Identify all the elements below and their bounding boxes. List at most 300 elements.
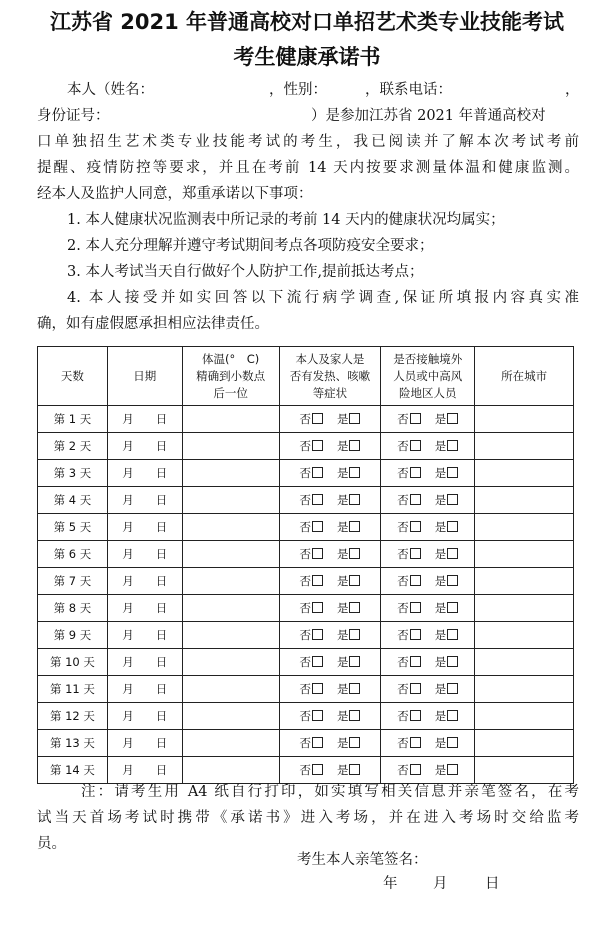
- fever-cell: [279, 622, 381, 649]
- checkbox[interactable]: [447, 737, 458, 748]
- contact-option-no[interactable]: [397, 466, 421, 480]
- temperature-cell[interactable]: [182, 406, 279, 433]
- day-label: 日: [155, 466, 168, 480]
- fever-option-no[interactable]: [299, 547, 323, 561]
- commitment-item-2: 2. 本人充分理解并遵守考试期间考点各项防疫安全要求；: [67, 238, 434, 254]
- contact-option-yes[interactable]: [435, 628, 459, 642]
- checkbox[interactable]: [312, 413, 323, 424]
- city-cell[interactable]: [475, 622, 574, 649]
- fever-option-yes[interactable]: [337, 466, 361, 480]
- date-cell[interactable]: [107, 568, 182, 595]
- contact-option-no[interactable]: [397, 655, 421, 669]
- day-cell: 第 3 天: [38, 460, 108, 487]
- day-label: 日: [155, 412, 168, 426]
- contact-cell: [381, 568, 475, 595]
- fever-option-no[interactable]: [299, 709, 323, 723]
- checkbox[interactable]: [410, 764, 421, 775]
- checkbox[interactable]: [312, 737, 323, 748]
- month-label: 月: [122, 655, 134, 669]
- city-cell[interactable]: [475, 433, 574, 460]
- fever-option-no[interactable]: [299, 628, 323, 642]
- table-row: [38, 541, 574, 568]
- month-label: 月: [122, 520, 134, 534]
- fever-option-yes[interactable]: [337, 412, 361, 426]
- option-no-label: 否: [299, 709, 311, 723]
- option-yes-label: 是: [434, 763, 447, 777]
- checkbox[interactable]: [447, 440, 458, 451]
- city-cell[interactable]: [475, 649, 574, 676]
- option-no-label: 否: [299, 547, 311, 561]
- checkbox[interactable]: [349, 710, 360, 721]
- table-row: [38, 568, 574, 595]
- checkbox[interactable]: [312, 629, 323, 640]
- city-cell[interactable]: [475, 568, 574, 595]
- table-row: [38, 622, 574, 649]
- table-row: [38, 514, 574, 541]
- option-yes-label: 是: [336, 709, 349, 723]
- fever-option-yes[interactable]: [337, 709, 361, 723]
- footnote-line3: 员。: [37, 836, 66, 852]
- day-cell: 第 8 天: [38, 595, 108, 622]
- day-cell: 第 4 天: [38, 487, 108, 514]
- header-contact: [381, 347, 475, 406]
- month-label: 月: [122, 439, 134, 453]
- fever-option-yes[interactable]: [337, 547, 361, 561]
- header-contact-l1: 是否接触境外: [393, 351, 463, 366]
- month-label: 月: [122, 412, 134, 426]
- document-title-line2: 考生健康承诺书: [233, 45, 381, 69]
- checkbox[interactable]: [410, 548, 421, 559]
- date-cell[interactable]: [107, 703, 182, 730]
- temperature-cell[interactable]: [182, 622, 279, 649]
- contact-option-yes[interactable]: [435, 574, 459, 588]
- checkbox[interactable]: [447, 710, 458, 721]
- temperature-cell[interactable]: [182, 433, 279, 460]
- fever-option-no[interactable]: [299, 412, 323, 426]
- checkbox[interactable]: [349, 656, 360, 667]
- contact-cell: [381, 730, 475, 757]
- temperature-cell[interactable]: [182, 541, 279, 568]
- table-header-row: [38, 347, 574, 406]
- option-no-label: 否: [299, 655, 311, 669]
- option-yes-label: 是: [434, 439, 447, 453]
- day-cell: 第 12 天: [38, 703, 108, 730]
- month-label: 月: [122, 763, 134, 777]
- checkbox[interactable]: [349, 737, 360, 748]
- date-cell[interactable]: [107, 487, 182, 514]
- date-cell[interactable]: [107, 514, 182, 541]
- day-label: 日: [155, 655, 168, 669]
- checkbox[interactable]: [349, 521, 360, 532]
- contact-option-yes[interactable]: [435, 493, 459, 507]
- date-cell[interactable]: [107, 730, 182, 757]
- checkbox[interactable]: [447, 656, 458, 667]
- fever-cell: [279, 703, 381, 730]
- checkbox[interactable]: [447, 575, 458, 586]
- fever-option-no[interactable]: [299, 601, 323, 615]
- day-label: 日: [155, 439, 168, 453]
- signature-day: 日: [485, 876, 500, 892]
- fever-option-yes[interactable]: [337, 682, 361, 696]
- contact-option-no[interactable]: [397, 763, 421, 777]
- option-no-label: 否: [397, 709, 409, 723]
- fever-cell: [279, 541, 381, 568]
- checkbox[interactable]: [410, 494, 421, 505]
- checkbox[interactable]: [447, 467, 458, 478]
- contact-option-yes[interactable]: [435, 763, 459, 777]
- checkbox[interactable]: [410, 575, 421, 586]
- date-cell[interactable]: [107, 676, 182, 703]
- fever-option-yes[interactable]: [337, 574, 361, 588]
- checkbox[interactable]: [312, 521, 323, 532]
- contact-cell: [381, 649, 475, 676]
- fever-option-no[interactable]: [299, 493, 323, 507]
- day-cell: 第 2 天: [38, 433, 108, 460]
- option-no-label: 否: [299, 439, 311, 453]
- table-row: [38, 676, 574, 703]
- commitment-item-1: 1. 本人健康状况监测表中所记录的考前 14 天内的健康状况均属实；: [67, 212, 505, 228]
- option-no-label: 否: [299, 763, 311, 777]
- month-label: 月: [122, 466, 134, 480]
- temperature-cell[interactable]: [182, 514, 279, 541]
- option-no-label: 否: [299, 682, 311, 696]
- fever-option-no[interactable]: [299, 655, 323, 669]
- day-label: 日: [155, 736, 168, 750]
- option-no-label: 否: [397, 574, 409, 588]
- option-yes-label: 是: [434, 736, 447, 750]
- fever-cell: [279, 433, 381, 460]
- option-yes-label: 是: [434, 466, 447, 480]
- checkbox[interactable]: [349, 602, 360, 613]
- checkbox[interactable]: [410, 683, 421, 694]
- checkbox[interactable]: [410, 440, 421, 451]
- day-cell: 第 5 天: [38, 514, 108, 541]
- temperature-cell[interactable]: [182, 676, 279, 703]
- city-cell[interactable]: [475, 406, 574, 433]
- option-no-label: 否: [397, 439, 409, 453]
- fever-option-no[interactable]: [299, 682, 323, 696]
- day-cell: 第 11 天: [38, 676, 108, 703]
- option-no-label: 否: [299, 520, 311, 534]
- option-no-label: 否: [397, 682, 409, 696]
- intro-line2-tail: ）是参加江苏省 2021 年普通高校对: [311, 108, 546, 124]
- temperature-cell[interactable]: [182, 487, 279, 514]
- contact-option-yes[interactable]: [435, 439, 459, 453]
- table-row: [38, 433, 574, 460]
- month-label: 月: [122, 628, 134, 642]
- date-cell[interactable]: [107, 406, 182, 433]
- day-label: 日: [155, 547, 168, 561]
- contact-option-yes[interactable]: [435, 709, 459, 723]
- option-yes-label: 是: [434, 655, 447, 669]
- option-yes-label: 是: [434, 601, 447, 615]
- day-label: 日: [155, 601, 168, 615]
- intro-line-2: [37, 103, 579, 129]
- contact-option-no[interactable]: [397, 601, 421, 615]
- table-body: [38, 406, 574, 784]
- checkbox[interactable]: [410, 629, 421, 640]
- city-cell[interactable]: [475, 514, 574, 541]
- option-no-label: 否: [299, 601, 311, 615]
- footnote-line2: 试当天首场考试时携带《承诺书》进入考场，并在进入考场时交给监考: [37, 810, 579, 826]
- option-yes-label: 是: [434, 574, 447, 588]
- option-yes-label: 是: [336, 520, 349, 534]
- checkbox[interactable]: [447, 629, 458, 640]
- fever-cell: [279, 568, 381, 595]
- table-row: [38, 487, 574, 514]
- checkbox[interactable]: [447, 548, 458, 559]
- contact-option-no[interactable]: [397, 439, 421, 453]
- contact-option-no[interactable]: [397, 709, 421, 723]
- day-label: 日: [155, 574, 168, 588]
- day-label: 日: [155, 493, 168, 507]
- checkbox[interactable]: [410, 413, 421, 424]
- date-cell[interactable]: [107, 460, 182, 487]
- fever-option-yes[interactable]: [337, 493, 361, 507]
- signature-month: 月: [433, 876, 448, 892]
- city-cell[interactable]: [475, 730, 574, 757]
- checkbox[interactable]: [410, 467, 421, 478]
- contact-option-no[interactable]: [397, 412, 421, 426]
- contact-option-yes[interactable]: [435, 655, 459, 669]
- contact-cell: [381, 487, 475, 514]
- checkbox[interactable]: [410, 656, 421, 667]
- checkbox[interactable]: [349, 467, 360, 478]
- fever-option-yes[interactable]: [337, 601, 361, 615]
- temperature-cell[interactable]: [182, 649, 279, 676]
- option-no-label: 否: [397, 520, 409, 534]
- contact-option-yes[interactable]: [435, 520, 459, 534]
- temperature-cell[interactable]: [182, 703, 279, 730]
- checkbox[interactable]: [312, 656, 323, 667]
- contact-option-yes[interactable]: [435, 682, 459, 696]
- city-cell[interactable]: [475, 676, 574, 703]
- fever-cell: [279, 676, 381, 703]
- day-label: 日: [155, 709, 168, 723]
- month-label: 月: [122, 682, 134, 696]
- header-contact-l2: 人员或中高风: [393, 368, 463, 383]
- day-cell: 第 14 天: [38, 757, 108, 784]
- header-fever-l3: 等症状: [312, 385, 348, 400]
- checkbox[interactable]: [312, 710, 323, 721]
- month-label: 月: [122, 574, 134, 588]
- footnote: [37, 779, 579, 857]
- header-day: 天数: [38, 347, 108, 406]
- checkbox[interactable]: [447, 413, 458, 424]
- checkbox[interactable]: [349, 575, 360, 586]
- header-fever-l1: 本人及家人是: [295, 351, 365, 366]
- contact-option-yes[interactable]: [435, 547, 459, 561]
- option-yes-label: 是: [336, 763, 349, 777]
- checkbox[interactable]: [312, 764, 323, 775]
- checkbox[interactable]: [312, 440, 323, 451]
- intro-line-4: 提醒、疫情防控等要求，并且在考前 14 天内按要求测量体温和健康监测。: [37, 160, 579, 176]
- checkbox[interactable]: [349, 548, 360, 559]
- contact-cell: [381, 433, 475, 460]
- option-no-label: 否: [397, 547, 409, 561]
- contact-cell: [381, 622, 475, 649]
- fever-option-yes[interactable]: [337, 520, 361, 534]
- name-label: 本人（姓名：: [67, 82, 154, 98]
- month-label: 月: [122, 493, 134, 507]
- temperature-cell[interactable]: [182, 568, 279, 595]
- checkbox[interactable]: [349, 494, 360, 505]
- intro-line-5: 经本人及监护人同意，郑重承诺以下事项：: [37, 186, 313, 202]
- day-cell: 第 10 天: [38, 649, 108, 676]
- checkbox[interactable]: [447, 521, 458, 532]
- header-contact-l3: 险地区人员: [399, 385, 457, 400]
- option-yes-label: 是: [336, 628, 349, 642]
- option-yes-label: 是: [336, 412, 349, 426]
- checkbox[interactable]: [349, 440, 360, 451]
- intro-line-1: [37, 77, 579, 103]
- option-no-label: 否: [299, 628, 311, 642]
- fever-option-yes[interactable]: [337, 655, 361, 669]
- city-cell[interactable]: [475, 703, 574, 730]
- header-temperature-l2: 精确到小数点: [196, 368, 266, 383]
- checkbox[interactable]: [447, 764, 458, 775]
- contact-option-no[interactable]: [397, 574, 421, 588]
- checkbox[interactable]: [410, 710, 421, 721]
- checkbox[interactable]: [349, 764, 360, 775]
- contact-option-no[interactable]: [397, 682, 421, 696]
- option-no-label: 否: [397, 493, 409, 507]
- checkbox[interactable]: [410, 602, 421, 613]
- option-yes-label: 是: [434, 520, 447, 534]
- contact-option-no[interactable]: [397, 493, 421, 507]
- day-label: 日: [155, 520, 168, 534]
- option-yes-label: 是: [336, 466, 349, 480]
- day-cell: 第 13 天: [38, 730, 108, 757]
- contact-option-no[interactable]: [397, 520, 421, 534]
- date-cell[interactable]: [107, 649, 182, 676]
- table-row: [38, 595, 574, 622]
- fever-cell: [279, 595, 381, 622]
- footnote-line1: 注：请考生用 A4 纸自行打印，如实填写相关信息并亲笔签名，在考: [81, 784, 579, 800]
- day-cell: 第 7 天: [38, 568, 108, 595]
- date-cell[interactable]: [107, 541, 182, 568]
- city-cell[interactable]: [475, 487, 574, 514]
- fever-cell: [279, 730, 381, 757]
- fever-cell: [279, 460, 381, 487]
- checkbox[interactable]: [410, 737, 421, 748]
- fever-option-yes[interactable]: [337, 439, 361, 453]
- temperature-cell[interactable]: [182, 595, 279, 622]
- checkbox[interactable]: [312, 494, 323, 505]
- option-yes-label: 是: [434, 493, 447, 507]
- gender-label: ，性别：: [269, 82, 327, 98]
- option-no-label: 否: [397, 466, 409, 480]
- city-cell[interactable]: [475, 595, 574, 622]
- fever-option-no[interactable]: [299, 736, 323, 750]
- contact-option-yes[interactable]: [435, 736, 459, 750]
- fever-cell: [279, 649, 381, 676]
- phone-end: ，: [565, 82, 580, 98]
- option-no-label: 否: [397, 763, 409, 777]
- checkbox[interactable]: [447, 602, 458, 613]
- fever-option-yes[interactable]: [337, 763, 361, 777]
- month-label: 月: [122, 601, 134, 615]
- city-cell[interactable]: [475, 460, 574, 487]
- option-yes-label: 是: [434, 547, 447, 561]
- day-label: 日: [155, 763, 168, 777]
- intro-line-3: 口单独招生艺术类专业技能考试的考生，我已阅读并了解本次考试考前: [37, 134, 579, 150]
- contact-option-no[interactable]: [397, 736, 421, 750]
- checkbox[interactable]: [312, 467, 323, 478]
- contact-option-yes[interactable]: [435, 601, 459, 615]
- option-yes-label: 是: [434, 628, 447, 642]
- header-fever-l2: 否有发热、咳嗽: [289, 368, 371, 383]
- date-cell[interactable]: [107, 622, 182, 649]
- option-yes-label: 是: [336, 547, 349, 561]
- option-yes-label: 是: [336, 574, 349, 588]
- month-label: 月: [122, 709, 134, 723]
- checkbox[interactable]: [312, 602, 323, 613]
- date-cell[interactable]: [107, 595, 182, 622]
- fever-option-yes[interactable]: [337, 736, 361, 750]
- contact-option-yes[interactable]: [435, 412, 459, 426]
- contact-cell: [381, 460, 475, 487]
- temperature-cell[interactable]: [182, 730, 279, 757]
- checkbox[interactable]: [312, 575, 323, 586]
- phone-label: ，联系电话：: [365, 82, 452, 98]
- option-no-label: 否: [299, 574, 311, 588]
- temperature-cell[interactable]: [182, 460, 279, 487]
- option-no-label: 否: [397, 628, 409, 642]
- option-yes-label: 是: [336, 601, 349, 615]
- option-no-label: 否: [397, 655, 409, 669]
- checkbox[interactable]: [447, 683, 458, 694]
- table-row: [38, 406, 574, 433]
- option-yes-label: 是: [336, 439, 349, 453]
- contact-option-yes[interactable]: [435, 466, 459, 480]
- contact-option-no[interactable]: [397, 547, 421, 561]
- fever-option-no[interactable]: [299, 763, 323, 777]
- date-cell[interactable]: [107, 433, 182, 460]
- checkbox[interactable]: [312, 548, 323, 559]
- header-temperature-l3: 后一位: [213, 385, 248, 400]
- checkbox[interactable]: [312, 683, 323, 694]
- fever-option-no[interactable]: [299, 439, 323, 453]
- checkbox[interactable]: [349, 629, 360, 640]
- day-cell: 第 6 天: [38, 541, 108, 568]
- fever-option-no[interactable]: [299, 574, 323, 588]
- fever-cell: [279, 487, 381, 514]
- checkbox[interactable]: [349, 683, 360, 694]
- option-yes-label: 是: [434, 709, 447, 723]
- option-no-label: 否: [299, 493, 311, 507]
- health-monitoring-table: [37, 346, 574, 784]
- checkbox[interactable]: [447, 494, 458, 505]
- id-label: 身份证号：: [37, 108, 110, 124]
- month-label: 月: [122, 736, 134, 750]
- fever-option-no[interactable]: [299, 466, 323, 480]
- signature-label: 考生本人亲笔签名：: [297, 852, 428, 868]
- option-no-label: 否: [397, 601, 409, 615]
- checkbox[interactable]: [410, 521, 421, 532]
- option-no-label: 否: [299, 412, 311, 426]
- day-label: 日: [155, 628, 168, 642]
- city-cell[interactable]: [475, 541, 574, 568]
- checkbox[interactable]: [349, 413, 360, 424]
- contact-option-no[interactable]: [397, 628, 421, 642]
- option-no-label: 否: [299, 466, 311, 480]
- fever-option-yes[interactable]: [337, 628, 361, 642]
- fever-option-no[interactable]: [299, 520, 323, 534]
- option-no-label: 否: [397, 412, 409, 426]
- option-yes-label: 是: [336, 682, 349, 696]
- contact-cell: [381, 406, 475, 433]
